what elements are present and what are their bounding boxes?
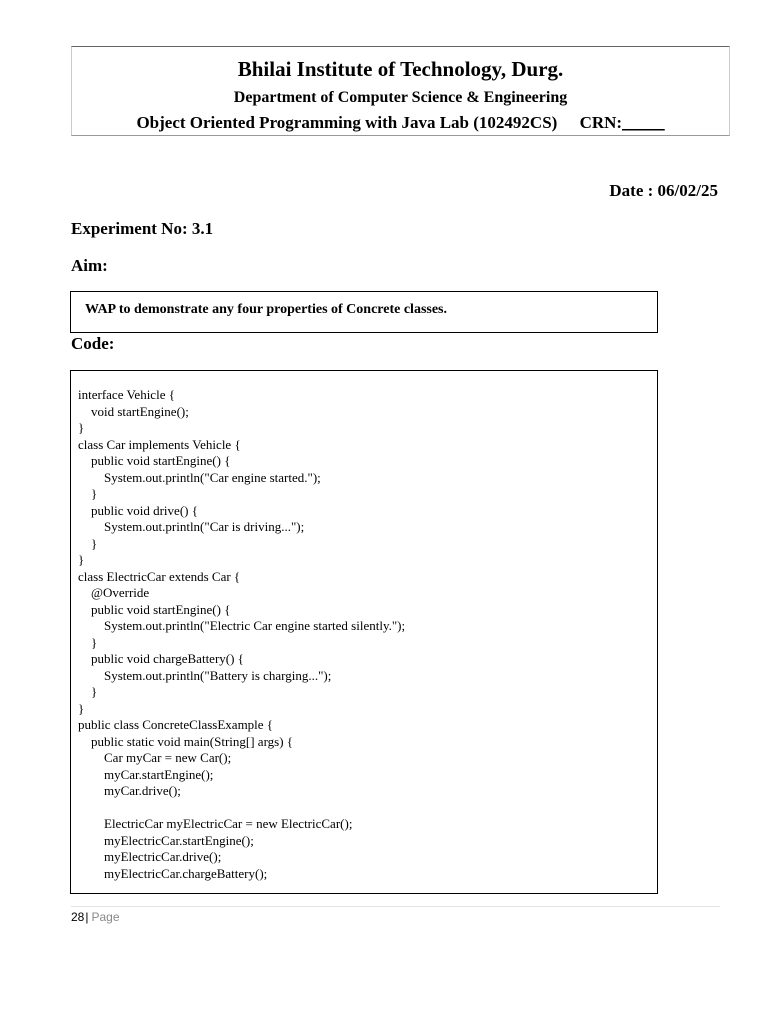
aim-text: WAP to demonstrate any four properties of Concrete classes.: [85, 302, 448, 317]
page-number: 28: [71, 910, 85, 924]
footer-separator: |: [85, 910, 89, 924]
page-footer: [71, 910, 120, 924]
page-label: Page: [91, 910, 120, 924]
footer-divider: [71, 906, 720, 907]
institute-name: Bhilai Institute of Technology, Durg.: [237, 57, 564, 81]
code-heading: Code:: [71, 334, 115, 353]
experiment-number: Experiment No: 3.1: [71, 219, 214, 238]
department-name: Department of Computer Science & Engineering: [233, 89, 568, 106]
crn-label: CRN:: [579, 113, 623, 132]
aim-heading: Aim:: [71, 256, 108, 275]
date: Date : 06/02/25: [609, 181, 718, 200]
aim-box: [70, 291, 658, 333]
code-box: [70, 370, 658, 894]
lab-title: Object Oriented Programming with Java Lab (102492CS): [136, 113, 558, 132]
crn-blank: _____: [622, 113, 665, 132]
lab-title-line: [72, 113, 729, 133]
page-header: [71, 46, 730, 136]
code-listing: interface Vehicle { void startEngine(); } class Car implements Vehicle { public void startEngine() { System.out.println("Car engine started."); } public void drive() { System.out.println("Car is driving..."); } } class ElectricCar extends Car { @Override public void startEngine() { System.out.println("Electric Car engine started silently."); } public void chargeBattery() { System.out.println("Battery is charging..."); } } public class ConcreteClassExample { public static void main(String[] args) { Car myCar = new Car(); myCar.startEngine(); myCar.drive(); ElectricCar myElectricCar = new ElectricCar(); myElectricCar.startEngine(); myElectricCar.drive(); myElectricCar.chargeBattery();: [78, 387, 406, 881]
